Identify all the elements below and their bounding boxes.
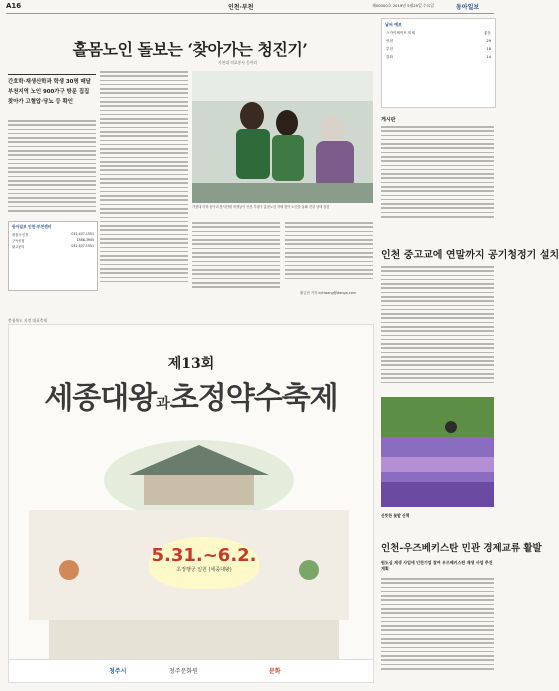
bulletin-board-text <box>381 126 494 220</box>
body-column-3 <box>192 222 280 291</box>
body-column-2 <box>100 71 188 285</box>
ad-venue: 초정행궁 일원 (세종대왕) <box>176 567 232 573</box>
headline-credit: 가천대 의료봉사 동아리 <box>218 60 258 65</box>
header-divider <box>6 13 494 14</box>
body-column-1 <box>8 120 96 214</box>
info-box-title: 동아일보 인천·부천센터 <box>12 224 52 229</box>
sponsor-right: 문화 <box>269 668 281 675</box>
story-lede: 간호학·재생산학과 학생 30명 매달 부천지역 노인 900가구 방문 집집 찾아가 고혈압·당뇨 등 확인 <box>8 74 96 107</box>
page-header <box>0 0 500 12</box>
newspaper-logo: 동아일보 <box>456 4 480 11</box>
ad-date-badge <box>149 537 259 589</box>
story2-body <box>381 266 494 386</box>
sponsor-cheongju: 청주시 <box>109 668 127 675</box>
sponsor-culture-center: 청주문화원 <box>169 668 198 675</box>
weather-row: 부천 18 <box>386 47 491 51</box>
festival-advertisement <box>8 324 374 683</box>
ad-dates: 5.31.~6.2. <box>151 545 257 566</box>
ad-sponsor-bar <box>9 659 373 682</box>
info-row: 편집국·인천 032-437-1551 <box>12 232 94 237</box>
bulletin-board-title: 게시판 <box>381 117 396 123</box>
issue-date: 제00000호 2019년 5월29일 수요일 <box>372 3 434 8</box>
ad-edition: 제13회 <box>167 356 215 372</box>
page-number: A16 <box>6 2 22 10</box>
story2-headline-text: 인천 중고교에 연말까지 공기청정기 설치 <box>381 250 559 261</box>
volunteers-photo-illustration <box>192 71 373 203</box>
weather-box <box>381 18 496 108</box>
weather-row: 강화 14 <box>386 55 491 59</box>
main-story-photo <box>192 71 373 203</box>
byline: 황금천 기자 kchwang@donga.com <box>300 291 356 295</box>
ad-title <box>23 373 359 417</box>
ad-title-b: 초정약수축제 <box>169 381 338 416</box>
info-row: 구독신청 1588-3900 <box>12 238 94 243</box>
story3-headline: 인천-우즈베키스탄 민관 경제교류 활발 <box>381 543 542 554</box>
flower-field-photo <box>381 397 494 507</box>
flower-photo-block <box>381 397 494 522</box>
main-photo-caption: 가천대 의학 동아리 봉사단원 학생들이 인천 부평구 홀몸노인 자택 찾아 노인을 돌봐 건강 상태 점검 <box>192 205 330 209</box>
weather-row: 스카이세이프 미세 좋음 <box>386 31 491 35</box>
story3-body <box>381 578 494 672</box>
main-headline: 홀몸노인 돌보는 ‘찾아가는 청진기’ <box>72 40 308 59</box>
flower-photo-caption: 산뜻한 꽃밭 산책 <box>381 513 410 518</box>
body-column-4 <box>285 222 373 282</box>
section-title: 인천·부천 <box>228 4 254 11</box>
ad-title-a: 세종대왕 <box>44 381 157 416</box>
weather-row: 인천 29 <box>386 39 491 43</box>
info-row: 광고문의 032-437-1551 <box>12 244 94 249</box>
contact-info-box <box>8 221 98 291</box>
story3-subhead: 원도심 재생 사업에 인천기업 참여 우즈베키스탄 재생 사업 추진 계획 <box>381 560 493 571</box>
ad-caption: 충청북도 지정 대표축제 <box>8 318 48 323</box>
ad-title-and: 과 <box>156 396 170 412</box>
weather-title: 날씨 예보 <box>385 22 402 27</box>
